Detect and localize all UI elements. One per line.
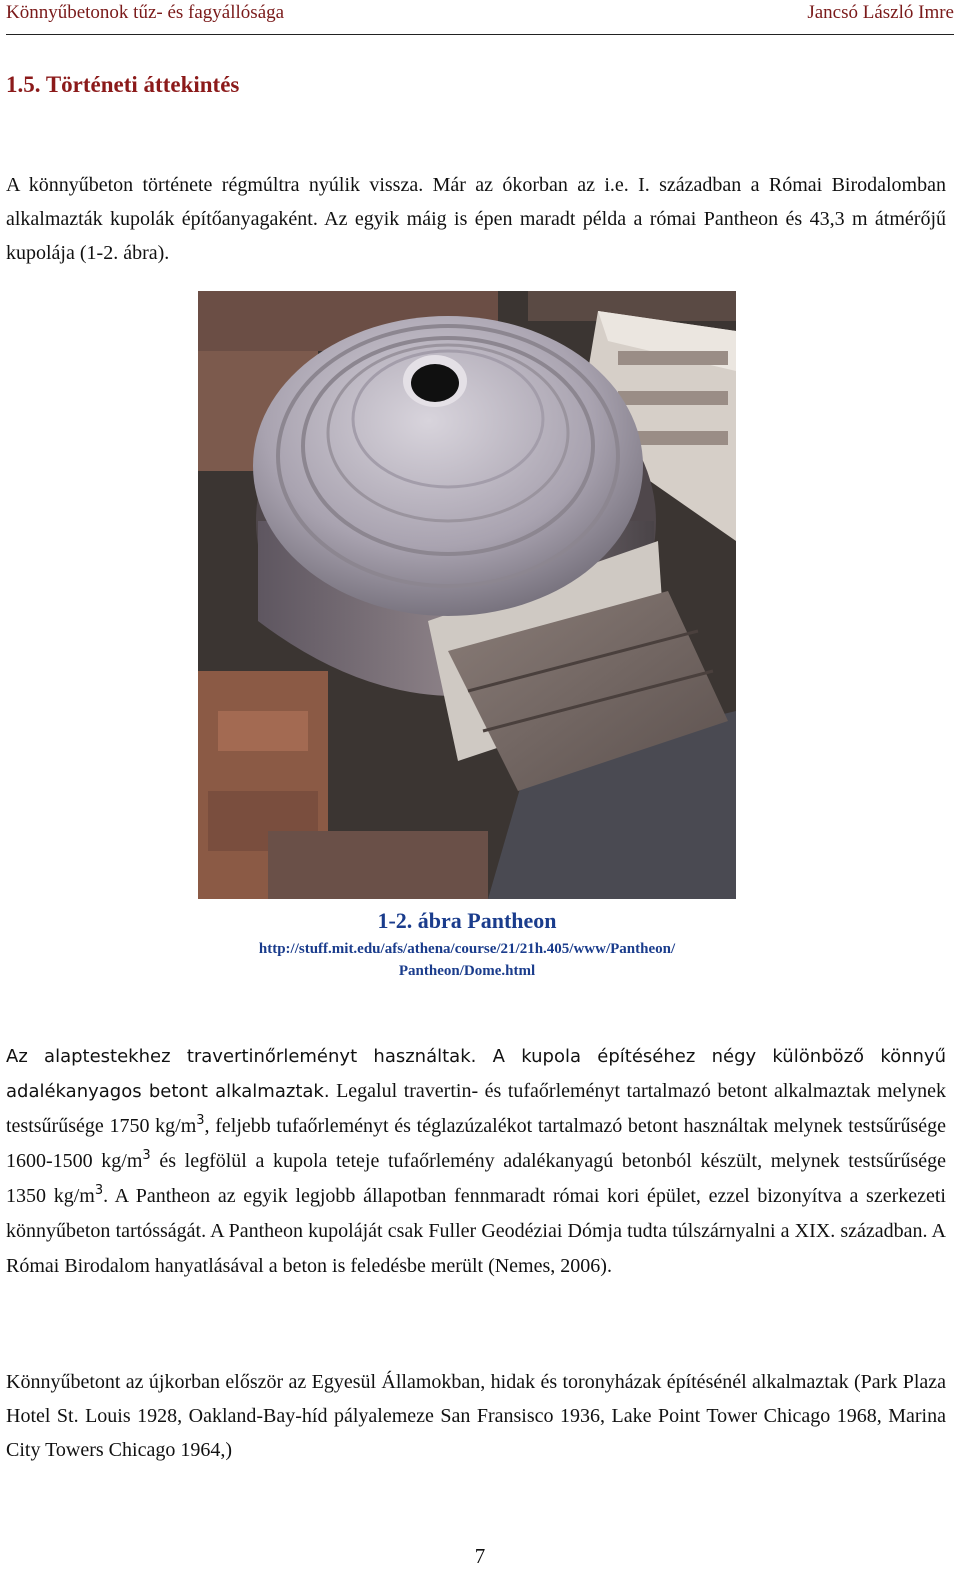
header-divider <box>6 34 954 35</box>
page-number: 7 <box>474 1544 486 1568</box>
superscript-2: 3 <box>142 1148 151 1163</box>
header-title: Könnyűbetonok tűz- és fagyállósága <box>6 2 285 23</box>
pantheon-aerial-photo <box>198 291 736 899</box>
superscript-1: 3 <box>196 1113 205 1128</box>
pantheon-illustration <box>198 291 736 899</box>
paragraph2-part5: . A Pantheon az egyik legjobb állapotban fennmaradt római kori épület, ezzel bizonyítva a szerkezeti könnyűbeton tartósságát. A Pantheon kupoláját csak Fuller Geodéziai Dómja tudta túlszárnyalni a XIX. században. A Római Birodalom hanyatlásával a beton is feledésbe merült (Nemes, 2006). <box>6 1185 946 1277</box>
paragraph2-part1: Az alaptestekhez travertinőrleményt használtak. A kupola építéséhez négy különböző könnyű adalékanyagos betont alkalmaztak. <box>6 1046 946 1102</box>
paragraph-intro: A könnyűbeton története régmúltra nyúlik vissza. Már az ókorban az i.e. I. században a Római Birodalomban alkalmazták kupolák építőanyagaként. Az egyik máig is épen maradt példa a római Pantheon és 43,3 m átmérőjű kupolája (1-2. ábra). <box>6 174 946 264</box>
figure-caption-title: 1-2. ábra Pantheon <box>377 908 557 933</box>
paragraph2-part4: és legfölül a kupola teteje tufaőrlemény adalékanyagú betonból készült, melynek testsűrűsége 1350 kg/m <box>6 1150 946 1207</box>
paragraph-dome-concrete <box>6 1040 946 1284</box>
figure-source-url-line1: http://stuff.mit.edu/afs/athena/course/21/21h.405/www/Pantheon/ <box>258 941 676 957</box>
figure-caption-source <box>198 938 736 982</box>
paragraph2-part3: , feljebb tufaőrleményt és téglazúzalékot tartalmazó betont használtak melynek testsűrűsége 1600-1500 kg/m <box>6 1115 946 1172</box>
header-author: Jancsó László Imre <box>807 2 954 23</box>
superscript-3: 3 <box>94 1183 104 1198</box>
paragraph2-part2: Legalul travertin- és tufaőrleményt tartalmazó betont alkalmaztak melynek testsűrűsége 1750 kg/m <box>6 1080 946 1137</box>
figure-source-url-line2: Pantheon/Dome.html <box>398 963 536 979</box>
section-title: 1.5. Történeti áttekintés <box>6 72 240 97</box>
paragraph-modern-era: Könnyűbetont az újkorban először az Egyesül Államokban, hidak és toronyházak építésénél alkalmaztak (Park Plaza Hotel St. Louis 1928, Oakland-Bay-híd pályalemeze San Fransisco 1936, Lake Point Tower Chicago 1968, Marina City Towers Chicago 1964,) <box>6 1371 946 1461</box>
running-header <box>6 2 954 32</box>
